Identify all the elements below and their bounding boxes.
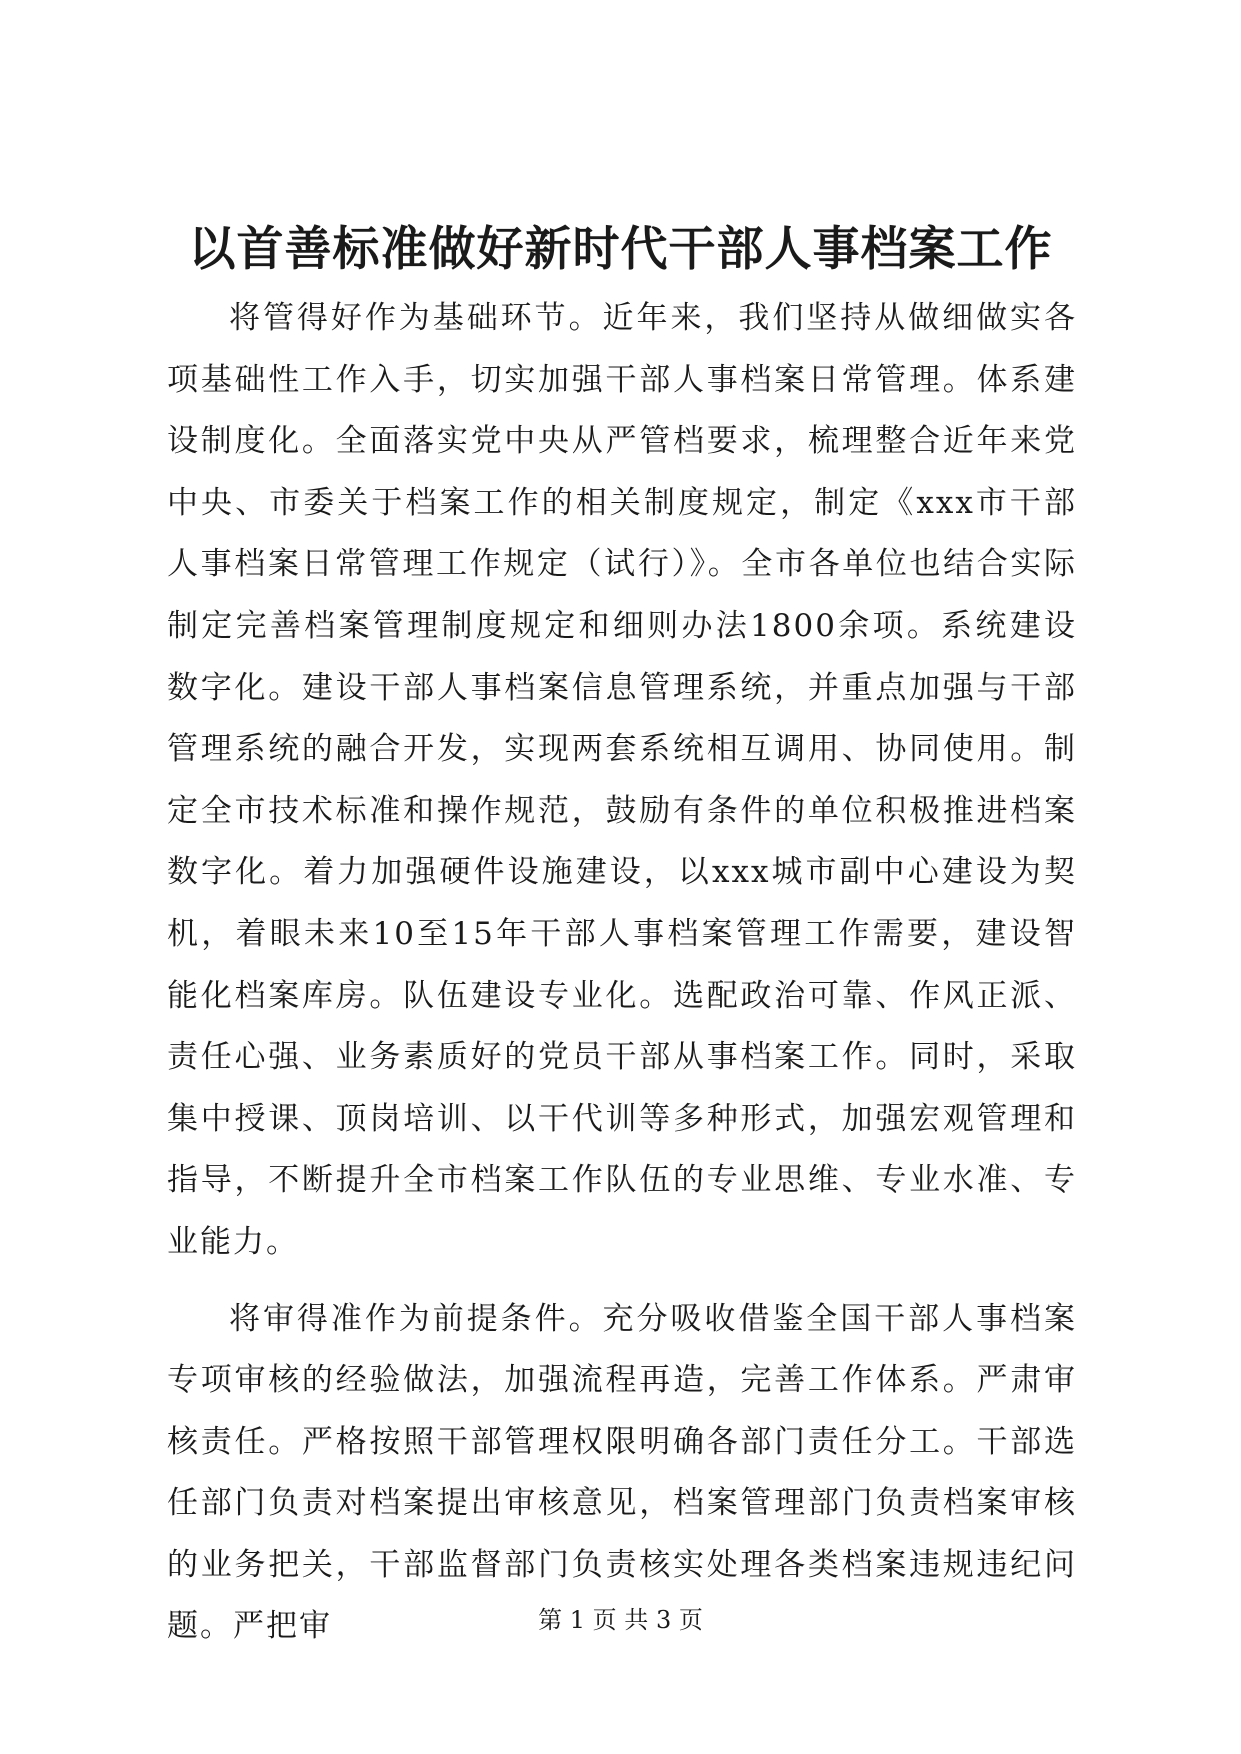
page-number-footer: 第 1 页 共 3 页 [538, 1606, 703, 1634]
document-body [167, 288, 1077, 1658]
paragraph-management: 将管得好作为基础环节。近年来，我们坚持从做细做实各项基础性工作入手，切实加强干部人事档案日常管理。体系建设制度化。全面落实党中央从严管档要求，梳理整合近年来党中央、市委关于档案工作的相关制度规定，制定《xxx市干部人事档案日常管理工作规定（试行）》。全市各单位也结合实际制定完善档案管理制度规定和细则办法1800余项。系统建设数字化。建设干部人事档案信息管理系统，并重点加强与干部管理系统的融合开发，实现两套系统相互调用、协同使用。制定全市技术标准和操作规范，鼓励有条件的单位积极推进档案数字化。着力加强硬件设施建设，以xxx城市副中心建设为契机，着眼未来10至15年干部人事档案管理工作需要，建设智能化档案库房。队伍建设专业化。选配政治可靠、作风正派、责任心强、业务素质好的党员干部从事档案工作。同时，采取集中授课、顶岗培训、以干代训等多种形式，加强宏观管理和指导，不断提升全市档案工作队伍的专业思维、专业水准、专业能力。 [167, 300, 1077, 1260]
document-title: 以首善标准做好新时代干部人事档案工作 [188, 222, 1053, 277]
paragraph-review: 将审得准作为前提条件。充分吸收借鉴全国干部人事档案专项审核的经验做法，加强流程再造，完善工作体系。严肃审核责任。严格按照干部管理权限明确各部门责任分工。干部选任部门负责对档案提出审核意见，档案管理部门负责档案审核的业务把关，干部监督部门负责核实处理各类档案违规违纪问题。严把审 [167, 1300, 1077, 1645]
